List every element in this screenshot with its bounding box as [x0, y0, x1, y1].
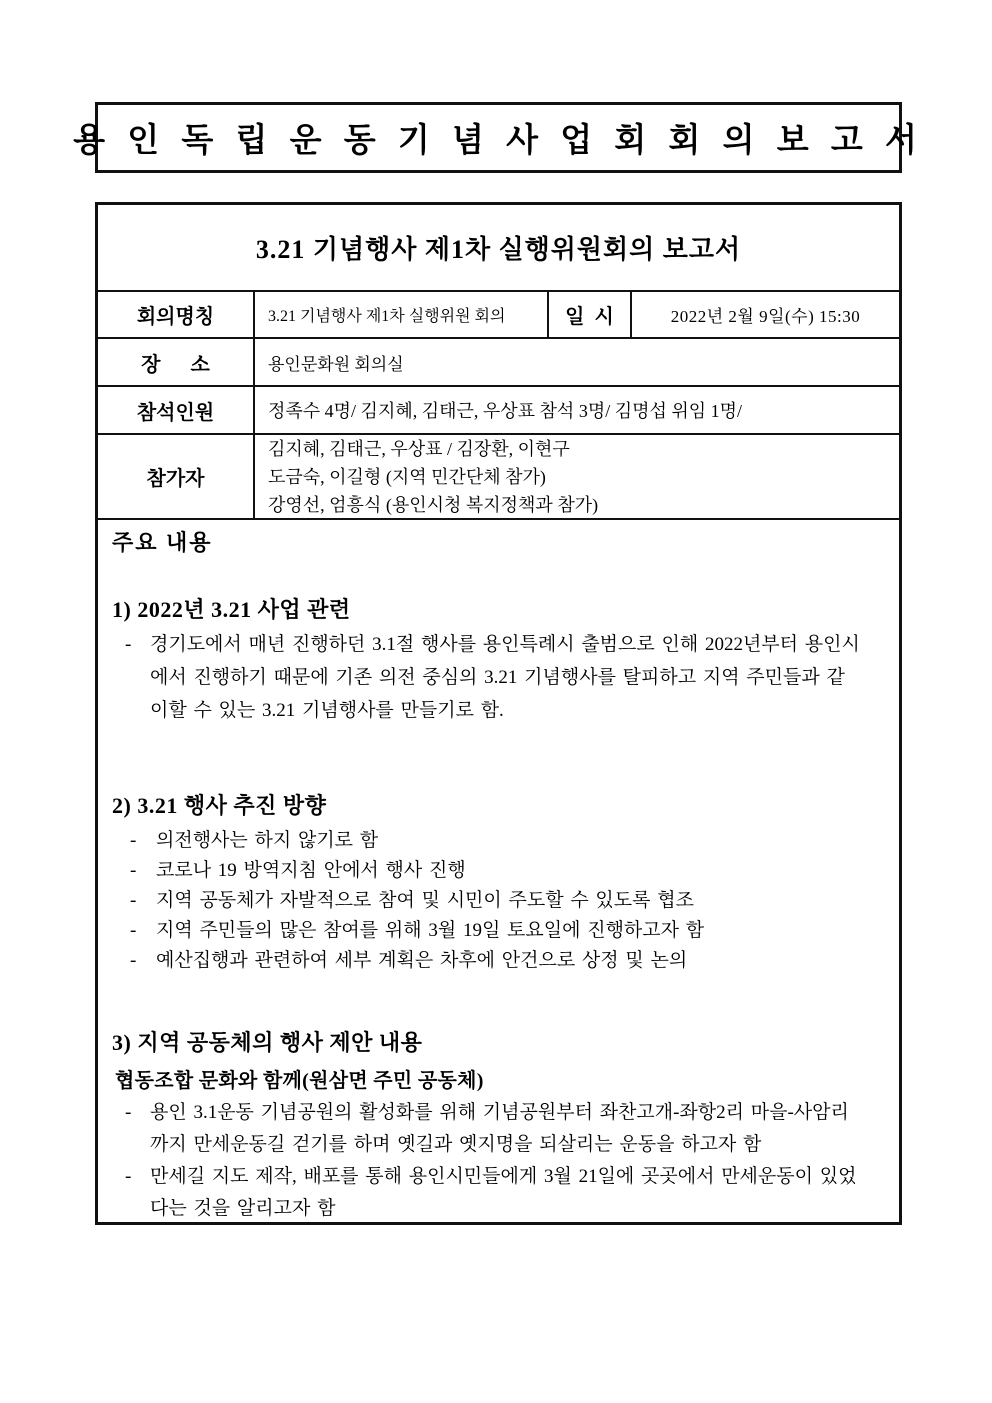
attendance-label: 참석인원 [98, 387, 255, 433]
section2-bullet [112, 826, 885, 856]
table-row-place [98, 339, 899, 387]
bullet-line: 코로나 19 방역지침 안에서 행사 진행 [156, 860, 466, 882]
report-box [95, 202, 902, 1225]
section2-list [112, 826, 885, 976]
section3-bullet [112, 1161, 885, 1222]
bullet-line: 에서 진행하기 때문에 기존 의전 중심의 3.21 기념행사를 탈피하고 지역 주민들과 같 [150, 667, 845, 689]
section1-bullet [112, 628, 885, 727]
section2-bullet [112, 916, 885, 946]
document-title: 용 인 독 립 운 동 기 념 사 업 회 회 의 보 고 서 [73, 123, 924, 159]
table-row-attendance [98, 387, 899, 435]
bullet-line: 지역 공동체가 자발적으로 참여 및 시민이 주도할 수 있도록 협조 [156, 890, 694, 912]
bullet-line: 용인 3.1운동 기념공원의 활성화를 위해 기념공원부터 좌찬고개-좌항2리 마을-사암리 [150, 1102, 849, 1124]
section2-bullet [112, 856, 885, 886]
bullet-line: 이할 수 있는 3.21 기념행사를 만들기로 함. [150, 700, 504, 722]
participants-value [255, 435, 899, 518]
table-row-participants [98, 435, 899, 520]
bullet-dash: - [125, 1166, 132, 1188]
table-row-meeting [98, 292, 899, 340]
bullet-line: 다는 것을 알리고자 함 [150, 1198, 336, 1220]
bullet-dash: - [130, 860, 137, 882]
bullet-line: 지역 주민들의 많은 참여를 위해 3월 19일 토요일에 진행하고자 함 [156, 920, 705, 942]
section2-title: 2) 3.21 행사 추진 방향 [112, 793, 327, 819]
bullet-dash: - [130, 830, 137, 852]
participants-line: 강영선, 엄흥식 (용인시청 복지정책과 참가) [268, 494, 599, 515]
section3-title: 3) 지역 공동체의 행사 제안 내용 [112, 1030, 423, 1056]
report-title-row [98, 205, 899, 292]
bullet-dash: - [130, 920, 137, 942]
bullet-line: 의전행사는 하지 않기로 함 [156, 830, 379, 852]
section3-subheading: 협동조합 문화와 함께(원삼면 주민 공동체) [115, 1070, 484, 1093]
participants-line: 김지혜, 김태근, 우상표 / 김장환, 이현구 [268, 438, 570, 459]
content-heading: 주요 내용 [112, 530, 213, 556]
participants-label: 참가자 [98, 435, 255, 518]
bullet-dash: - [130, 950, 137, 972]
meeting-name-label: 회의명칭 [98, 292, 255, 338]
participants-line: 도금숙, 이길형 (지역 민간단체 참가) [268, 466, 546, 487]
section3-bullet [112, 1097, 885, 1161]
bullet-line: 경기도에서 매년 진행하던 3.1절 행사를 용인특례시 출범으로 인해 2022년부터 용인시 [150, 634, 860, 656]
document-title-box [73, 102, 924, 173]
report-title: 3.21 기념행사 제1차 실행위원회의 보고서 [255, 234, 742, 264]
bullet-dash: - [130, 890, 137, 912]
bullet-dash: - [125, 634, 132, 656]
bullet-dash: - [125, 1102, 132, 1124]
datetime-value: 2022년 2월 9일(수) 15:30 [670, 307, 861, 327]
section2-bullet [112, 886, 885, 916]
meeting-name-value: 3.21 기념행사 제1차 실행위원 회의 [255, 292, 549, 338]
attendance-value: 정족수 4명/ 김지혜, 김태근, 우상표 참석 3명/ 김명섭 위임 1명/ [268, 401, 743, 422]
place-label: 장 소 [98, 339, 255, 385]
bullet-line: 예산집행과 관련하여 세부 계획은 차후에 안건으로 상정 및 논의 [156, 950, 688, 972]
place-value: 용인문화원 회의실 [268, 354, 404, 374]
section1-title: 1) 2022년 3.21 사업 관련 [112, 597, 351, 623]
section2-bullet [112, 946, 885, 976]
main-content [98, 520, 899, 1222]
bullet-line: 까지 만세운동길 걷기를 하며 옛길과 옛지명을 되살리는 운동을 하고자 함 [150, 1134, 762, 1156]
bullet-line: 만세길 지도 제작, 배포를 통해 용인시민들에게 3월 21일에 곳곳에서 만세운동이 있었 [150, 1166, 857, 1188]
datetime-label: 일 시 [549, 292, 632, 338]
